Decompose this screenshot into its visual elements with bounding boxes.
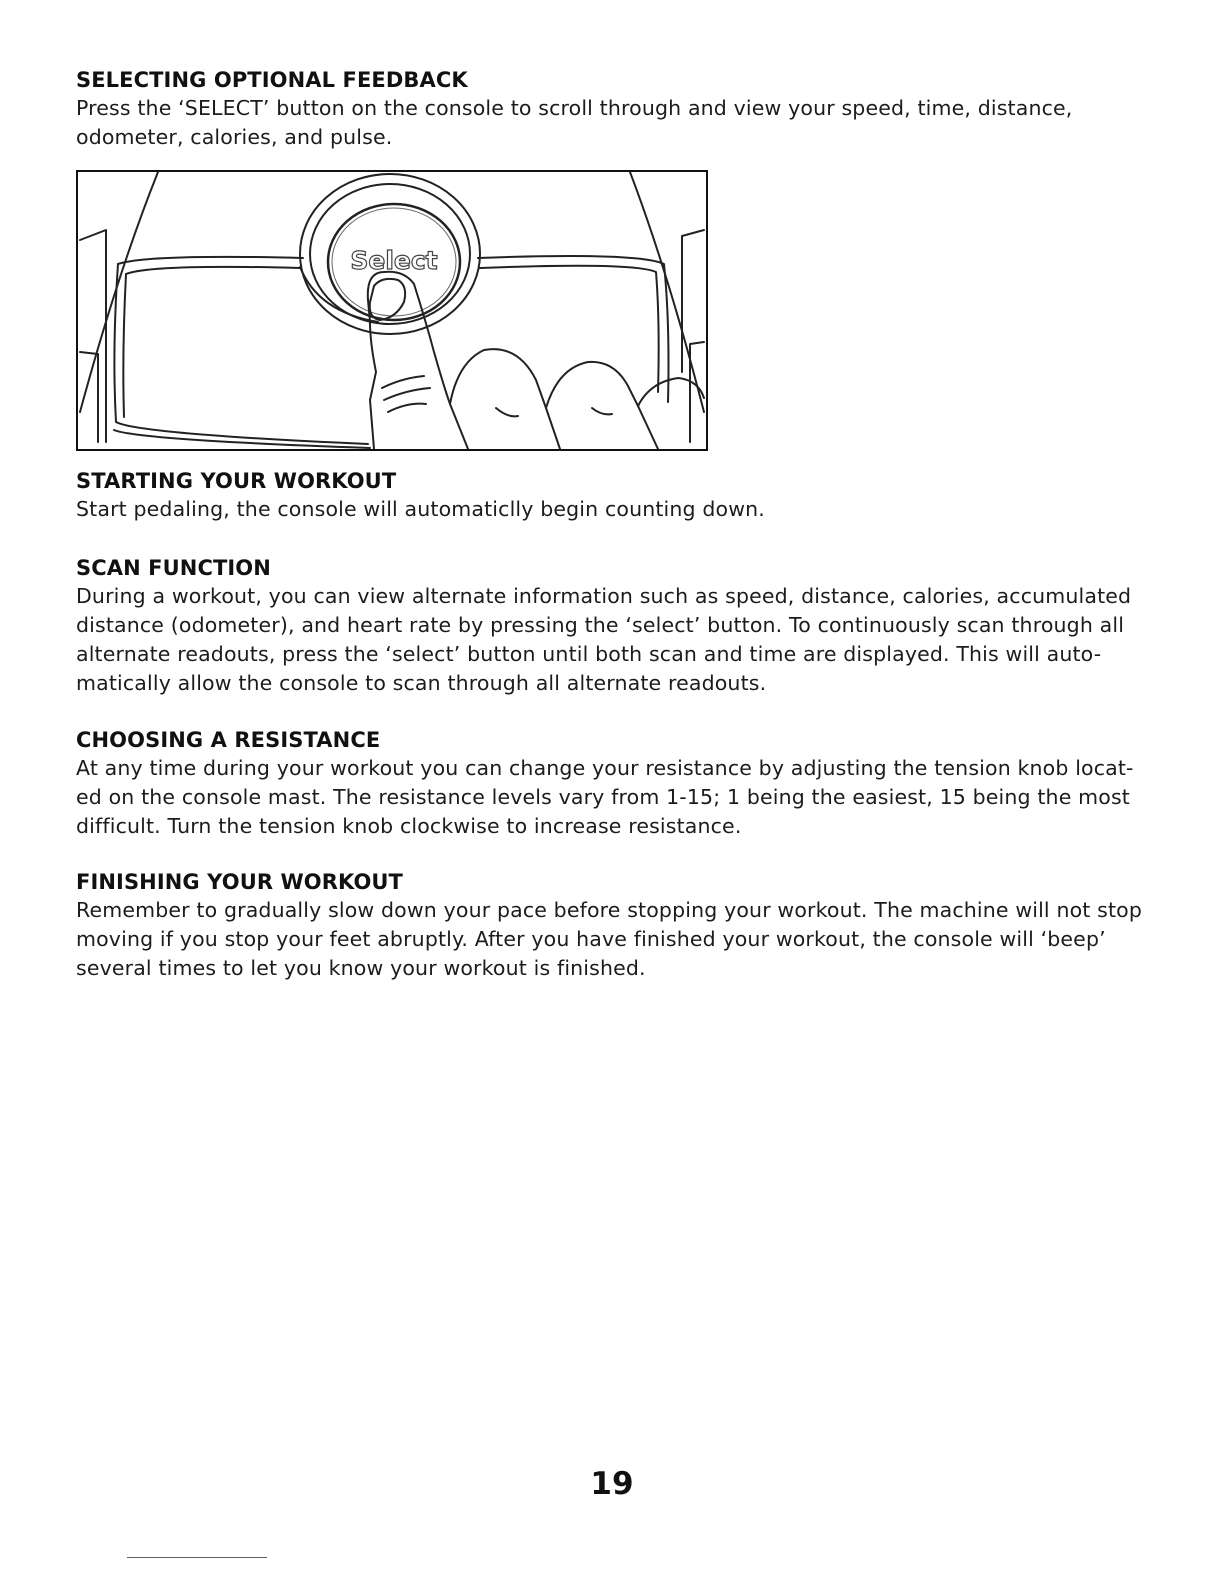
section-heading: STARTING YOUR WORKOUT (76, 469, 397, 493)
section-starting-your-workout (76, 467, 765, 524)
section-line: At any time during your workout you can change your resistance by adjusting the tension knob locat- (76, 756, 1134, 780)
section-line: difficult. Turn the tension knob clockwise to increase resistance. (76, 814, 742, 838)
section-line: Remember to gradually slow down your pace before stopping your workout. The machine will not stop (76, 898, 1143, 922)
section-line: matically allow the console to scan through all alternate readouts. (76, 671, 767, 695)
section-heading: SELECTING OPTIONAL FEEDBACK (76, 68, 468, 92)
footer-rule (127, 1557, 267, 1558)
section-line: odometer, calories, and pulse. (76, 125, 393, 149)
section-selecting-optional-feedback (76, 66, 1072, 152)
section-line: Press the ‘SELECT’ button on the console to scroll through and view your speed, time, distance, (76, 96, 1073, 120)
console-select-illustration (76, 170, 708, 451)
section-line: Start pedaling, the console will automaticlly begin counting down. (76, 497, 765, 521)
section-heading: SCAN FUNCTION (76, 556, 271, 580)
section-scan-function (76, 554, 1131, 698)
section-heading: FINISHING YOUR WORKOUT (76, 870, 403, 894)
section-line: During a workout, you can view alternate information such as speed, distance, calories, accumulated (76, 584, 1132, 608)
section-line: alternate readouts, press the ‘select’ button until both scan and time are displayed. This will auto- (76, 642, 1102, 666)
page-number: 19 (590, 1466, 634, 1502)
select-button-label: Select (350, 246, 438, 275)
section-line: ed on the console mast. The resistance levels vary from 1-15; 1 being the easiest, 15 being the most (76, 785, 1130, 809)
section-line: several times to let you know your workout is finished. (76, 956, 646, 980)
section-finishing-your-workout (76, 868, 1142, 983)
section-line: moving if you stop your feet abruptly. After you have finished your workout, the console will ‘beep’ (76, 927, 1106, 951)
section-line: distance (odometer), and heart rate by pressing the ‘select’ button. To continuously scan through all (76, 613, 1125, 637)
section-choosing-a-resistance (76, 726, 1134, 841)
section-heading: CHOOSING A RESISTANCE (76, 728, 381, 752)
